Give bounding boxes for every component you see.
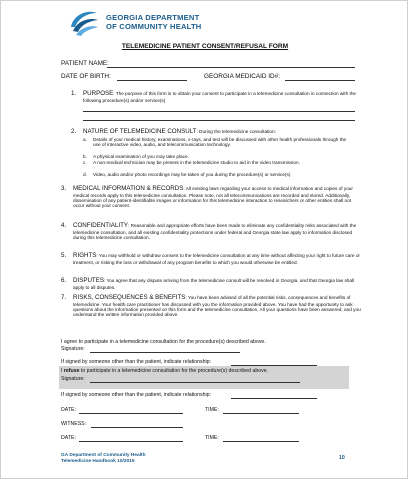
section-heading: CONFIDENTIALITY	[73, 222, 129, 229]
section-number: 7.	[61, 294, 67, 301]
time-field-2[interactable]	[223, 441, 299, 442]
section-number: 2.	[71, 128, 77, 135]
form-title: TELEMEDICINE PATIENT CONSENT/REFUSAL FORM	[121, 43, 289, 50]
dch-logo	[67, 7, 227, 37]
section-heading: RIGHTS	[73, 252, 97, 259]
section-heading: RISKS, CONSEQUENCES & BENEFITS	[73, 294, 186, 301]
section-number: 3.	[61, 185, 67, 192]
footer-handbook: Telemedicine Handbook 10/2015	[61, 459, 135, 464]
date-field-1[interactable]	[79, 413, 183, 414]
signature-label: Signature:	[61, 376, 85, 382]
section-text: : During the telemedicine consultation:	[196, 129, 276, 134]
relationship-label: If signed by someone other than the patient, indicate relationship:	[61, 392, 211, 398]
section-number: 1.	[71, 90, 77, 97]
item-letter: b.	[83, 154, 87, 159]
item-letter: c.	[83, 160, 87, 165]
signature-label: Signature:	[61, 346, 85, 352]
witness-label: WITNESS:	[61, 421, 87, 427]
witness-field[interactable]	[91, 427, 183, 428]
service-line-2[interactable]	[83, 120, 355, 121]
page-number: 10	[339, 455, 345, 461]
section-number: 5.	[61, 252, 67, 259]
section-text: : You agree that any dispute arriving from the telemedicine consult will be resolved in Georgia, and that Georgia law shall apply to all disputes.	[73, 278, 355, 290]
section-text: : You may withhold or withdraw consent to the telemedicine consultation at any time without affecting your right to future care or treatment, or risking the loss or withdrawal of any program benefits to which you would otherwise be entitled.	[73, 253, 360, 265]
date-label: DATE:	[61, 407, 76, 413]
section-number: 6.	[61, 277, 67, 284]
section-heading: MEDICAL INFORMATION & RECORDS	[73, 185, 184, 192]
georgia-dch-swirl-logo-icon	[67, 7, 101, 37]
item-letter: a.	[83, 137, 87, 142]
section-text: : The purpose of this form is to obtain your consent to participate in a telemedicine consultation in connection with the following procedure(s) and/or service(s)	[83, 91, 357, 103]
section-body	[73, 278, 361, 290]
section-text: : You have been advised of all the potential risks, consequences and benefits of telemedicine. Your health care practitioner has discussed with you the information provided above. You have had the opportunity to ask questions about the information presented on this form and the telemedicine consultation. All your questions have been answered, and you understand the written information provided above.	[73, 295, 361, 318]
section-heading: DISPUTES	[73, 277, 104, 284]
consent-signature-field[interactable]	[90, 352, 240, 353]
patient-name-label: PATIENT NAME:	[61, 60, 109, 67]
org-name-line2: OF COMMUNITY HEALTH	[106, 22, 202, 31]
section-body	[73, 295, 361, 318]
page-footer	[61, 453, 146, 465]
time-label: TIME:	[205, 407, 219, 413]
refusal-box	[59, 366, 349, 389]
section-heading: PURPOSE	[83, 90, 114, 97]
section-text: : All existing laws regarding your access to medical information and copies of your medical records apply to this telemedicine consultation. Please note, not all telecommunications are recorded and stored. Additionally, dissemination of any patient-identifiable images or information for this telemedicine interaction to researchers or other entities shall not occur without your consent.	[73, 186, 353, 209]
dob-label: DATE OF BIRTH:	[61, 73, 111, 80]
refusal-signature-field[interactable]	[90, 382, 300, 383]
section-body	[83, 91, 371, 103]
section-number: 4.	[61, 222, 67, 229]
section-heading: NATURE OF TELEMEDICINE CONSULT	[83, 128, 197, 135]
medicaid-id-field[interactable]	[285, 80, 355, 81]
item-letter: d.	[83, 172, 87, 177]
service-line-1[interactable]	[83, 111, 355, 112]
patient-name-field[interactable]	[107, 67, 355, 68]
section-text: : Reasonable and appropriate efforts have been made to eliminate any confidentiality risks associated with the telemedicine consultation, and all existing confidentiality protections under federal and Georgia state law apply to information disclosed during this telemedicine consultation.	[73, 223, 357, 240]
item-text: Video, audio and/or photo recordings may be taken of you during the procedure(s) or service(s)	[93, 172, 291, 177]
date-field-2[interactable]	[79, 441, 183, 442]
date-label: DATE:	[61, 435, 76, 441]
item-text: A non-medical technician may be present in the telemedicine studio to aid in the video transmission.	[93, 160, 300, 165]
section-body	[83, 129, 371, 136]
time-field-1[interactable]	[223, 413, 299, 414]
refusal-relationship-field[interactable]	[231, 398, 317, 399]
refuse-pre: I	[61, 368, 64, 374]
section-body	[73, 253, 361, 265]
item-text: Details of your medical history, examinations, x-rays, and test will be discussed with other health professionals through the use of interactive video, audio, and telecommunication technology.	[93, 137, 347, 148]
refuse-post: to participate in a telemedicine consultation for the procedure(s) described above.	[79, 368, 269, 374]
section-body	[73, 223, 361, 240]
medicaid-id-label: GEORGIA MEDICAID ID#:	[204, 73, 280, 80]
refuse-word: refuse	[63, 368, 80, 374]
item-text: A physical examination of you may take place.	[93, 154, 189, 159]
section-body	[73, 186, 361, 209]
dob-field[interactable]	[117, 80, 187, 81]
refuse-statement	[61, 368, 268, 374]
agree-statement: I agree to participate in a telemedicine consultation for the procedure(s) described above.	[61, 339, 266, 345]
footer-org: GA Department of Community Health	[61, 453, 146, 458]
relationship-label: If signed by someone other than the patient, indicate relationship:	[61, 359, 211, 365]
time-label: TIME:	[205, 435, 219, 441]
org-name-line1: GEORGIA DEPARTMENT	[106, 13, 200, 22]
